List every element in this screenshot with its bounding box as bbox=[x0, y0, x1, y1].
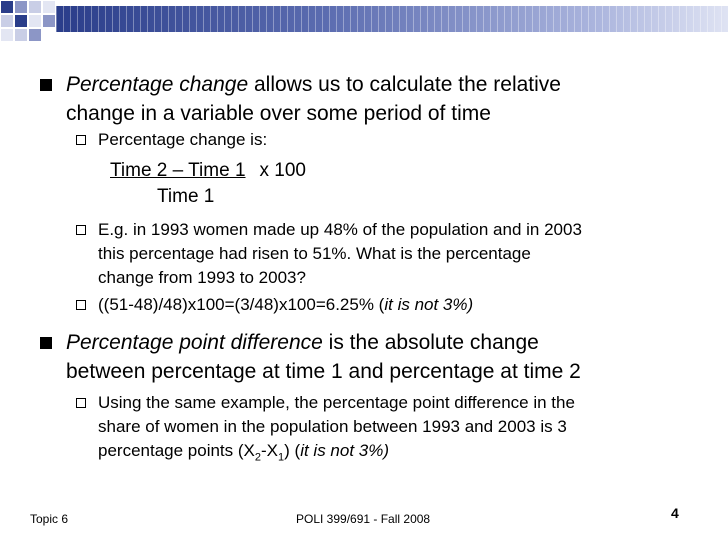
formula-multiplier: x 100 bbox=[259, 160, 306, 181]
page-number: 4 bbox=[671, 505, 679, 521]
sub-4-prefix: percentage points (X bbox=[98, 441, 255, 460]
bullet-1-line-2: change in a variable over some period of time bbox=[66, 102, 491, 125]
sub-4-dash: -X bbox=[261, 441, 279, 460]
sub-2-line-1: E.g. in 1993 women made up 48% of the population and in 2003 bbox=[98, 220, 582, 239]
footer-course: POLI 399/691 - Fall 2008 bbox=[296, 512, 431, 526]
bullet-1-text: allows us to calculate the relative bbox=[248, 73, 561, 96]
formula-denominator: Time 1 bbox=[157, 186, 215, 207]
sub-2-line-3: change from 1993 to 2003? bbox=[98, 268, 306, 287]
sub-bullet-box-icon bbox=[76, 398, 86, 408]
bullet-2-line-1 bbox=[66, 328, 706, 357]
subscript-2: 2 bbox=[254, 451, 262, 464]
bullet-square-icon bbox=[40, 79, 52, 91]
sub-4-line-2: share of women in the population between 1993 and 2003 is 3 bbox=[98, 417, 567, 436]
term-percentage-change: Percentage change bbox=[66, 73, 249, 96]
footer-topic: Topic 6 bbox=[30, 512, 69, 526]
sub-4-line-1: Using the same example, the percentage point difference in the bbox=[98, 393, 575, 412]
subscript-1: 1 bbox=[278, 451, 285, 464]
sub-4-mid: ) ( bbox=[284, 441, 301, 460]
sub-1-text: Percentage change is: bbox=[98, 130, 268, 149]
sub-4-line-3 bbox=[98, 439, 698, 463]
sub-3-calculation: ((51-48)/48)x100=(3/48)x100=6.25% ( bbox=[98, 295, 385, 314]
sub-3-line bbox=[98, 293, 698, 317]
formula bbox=[110, 158, 306, 184]
formula-numerator: Time 2 – Time 1 bbox=[110, 160, 246, 181]
sub-4-note: it is not 3%) bbox=[300, 441, 389, 460]
bullet-1-line-1 bbox=[66, 70, 706, 99]
bullet-2-line-2: between percentage at time 1 and percentage at time 2 bbox=[66, 360, 581, 383]
bullet-2-text: is the absolute change bbox=[322, 331, 539, 354]
sub-bullet-box-icon bbox=[76, 300, 86, 310]
sub-bullet-box-icon bbox=[76, 135, 86, 145]
term-percentage-point-difference: Percentage point difference bbox=[66, 331, 323, 354]
sub-bullet-box-icon bbox=[76, 225, 86, 235]
bullet-square-icon bbox=[40, 337, 52, 349]
sub-3-note: it is not 3%) bbox=[384, 295, 474, 314]
sub-2-line-2: this percentage had risen to 51%. What is the percentage bbox=[98, 244, 531, 263]
